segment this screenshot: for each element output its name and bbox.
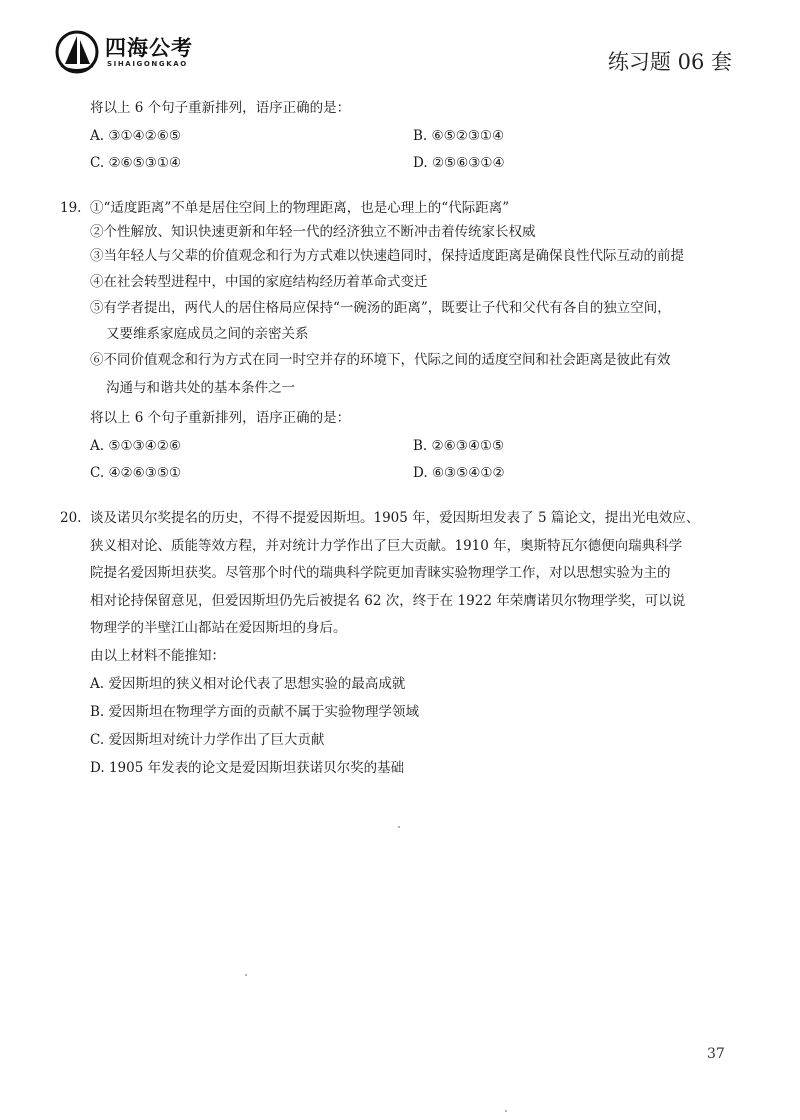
q19-option-a [90,436,181,456]
q18-option-d [413,153,505,173]
logo-subtitle: SIHAIGONGKAO [107,60,188,68]
scan-speck [505,1110,507,1112]
option-text: ②⑥⑤③①④ [108,155,182,171]
option-label: B. [413,438,428,454]
q20-number: 20. [60,510,82,526]
q20-passage-line-2: 狭义相对论、质能等效方程，并对统计力学作出了巨大贡献。1910 年，奥斯特瓦尔德便向瑞典科学 [90,538,683,554]
scan-speck [398,826,400,828]
option-label: A. [90,128,105,144]
q18-option-b [413,126,504,146]
option-text: 爱因斯坦在物理学方面的贡献不属于实验物理学领域 [108,704,420,720]
sail-logo-icon [55,30,99,74]
q19-sentence-3: ③当年轻人与父辈的价值观念和行为方式难以快速趋同时，保持适度距离是确保良性代际互动的前提 [90,248,684,264]
q19-sentence-1: ①“适度距离”不单是居住空间上的物理距离，也是心理上的“代际距离” [90,200,510,216]
option-text: 爱因斯坦的狭义相对论代表了思想实验的最高成就 [108,676,406,692]
option-text: ⑥⑤②③①④ [431,128,505,144]
logo-name: 四海公考 [105,36,193,60]
q19-number: 19. [60,200,82,216]
option-label: A. [90,676,105,692]
q19-sentence-5-cont: 又要维系家庭成员之间的亲密关系 [106,326,309,342]
q19-option-c [90,463,181,483]
q20-question: 由以上材料不能推知： [90,648,225,664]
set-title: 练习题 06 套 [607,50,732,74]
q20-passage-line-5: 物理学的半壁江山都站在爱因斯坦的身后。 [90,620,347,636]
q18-question: 将以上 6 个句子重新排列，语序正确的是： [90,100,351,116]
publisher-logo [55,30,255,82]
option-text: 爱因斯坦对统计力学作出了巨大贡献 [108,732,325,748]
option-label: D. [413,155,428,171]
q20-passage-line-4: 相对论持保留意见，但爱因斯坦仍先后被提名 62 次，终于在 1922 年荣膺诺贝尔物理学奖，可以说 [90,593,686,609]
option-label: D. [90,760,105,776]
q19-sentence-6-cont: 沟通与和谐共处的基本条件之一 [106,380,295,396]
option-label: C. [90,732,105,748]
q20-passage-line-3: 院提名爱因斯坦获奖。尽管那个时代的瑞典科学院更加青睐实验物理学工作，对以思想实验为主的 [90,565,671,581]
q19-sentence-2: ②个性解放、知识快速更新和年轻一代的经济独立不断冲击着传统家长权威 [90,224,536,240]
q18-option-c [90,153,181,173]
option-label: A. [90,438,105,454]
option-label: C. [90,155,105,171]
option-label: D. [413,465,428,481]
q19-option-d [413,463,505,483]
option-label: B. [413,128,428,144]
option-text: ⑤①③④②⑥ [108,438,181,454]
q20-option-a [90,674,405,694]
option-text: ③①④②⑥⑤ [108,128,181,144]
q19-sentence-6: ⑥不同价值观念和行为方式在同一时空并存的环境下，代际之间的适度空间和社会距离是彼此有效 [90,352,671,368]
page-number: 37 [707,1046,725,1062]
option-text: 1905 年发表的论文是爱因斯坦获诺贝尔奖的基础 [108,760,405,776]
option-label: B. [90,704,105,720]
option-text: ②⑤⑥③①④ [431,155,505,171]
q20-option-b [90,702,419,722]
q19-sentence-5: ⑤有学者提出，两代人的居住格局应保持“一碗汤的距离”，既要让子代和父代有各自的独立空间， [90,300,671,316]
q20-option-d [90,758,404,778]
q20-passage-line-1: 谈及诺贝尔奖提名的历史，不得不提爱因斯坦。1905 年，爱因斯坦发表了 5 篇论文，提出光电效应、 [90,510,700,526]
option-text: ④②⑥③⑤① [108,465,182,481]
option-text: ②⑥③④①⑤ [431,438,505,454]
option-text: ⑥③⑤④①② [431,465,505,481]
q19-sentence-4: ④在社会转型进程中，中国的家庭结构经历着革命式变迁 [90,274,428,290]
q20-option-c [90,730,324,750]
q19-option-b [413,436,504,456]
q18-option-a [90,126,181,146]
option-label: C. [90,465,105,481]
q19-question: 将以上 6 个句子重新排列，语序正确的是： [90,410,351,426]
scan-speck [245,974,247,976]
